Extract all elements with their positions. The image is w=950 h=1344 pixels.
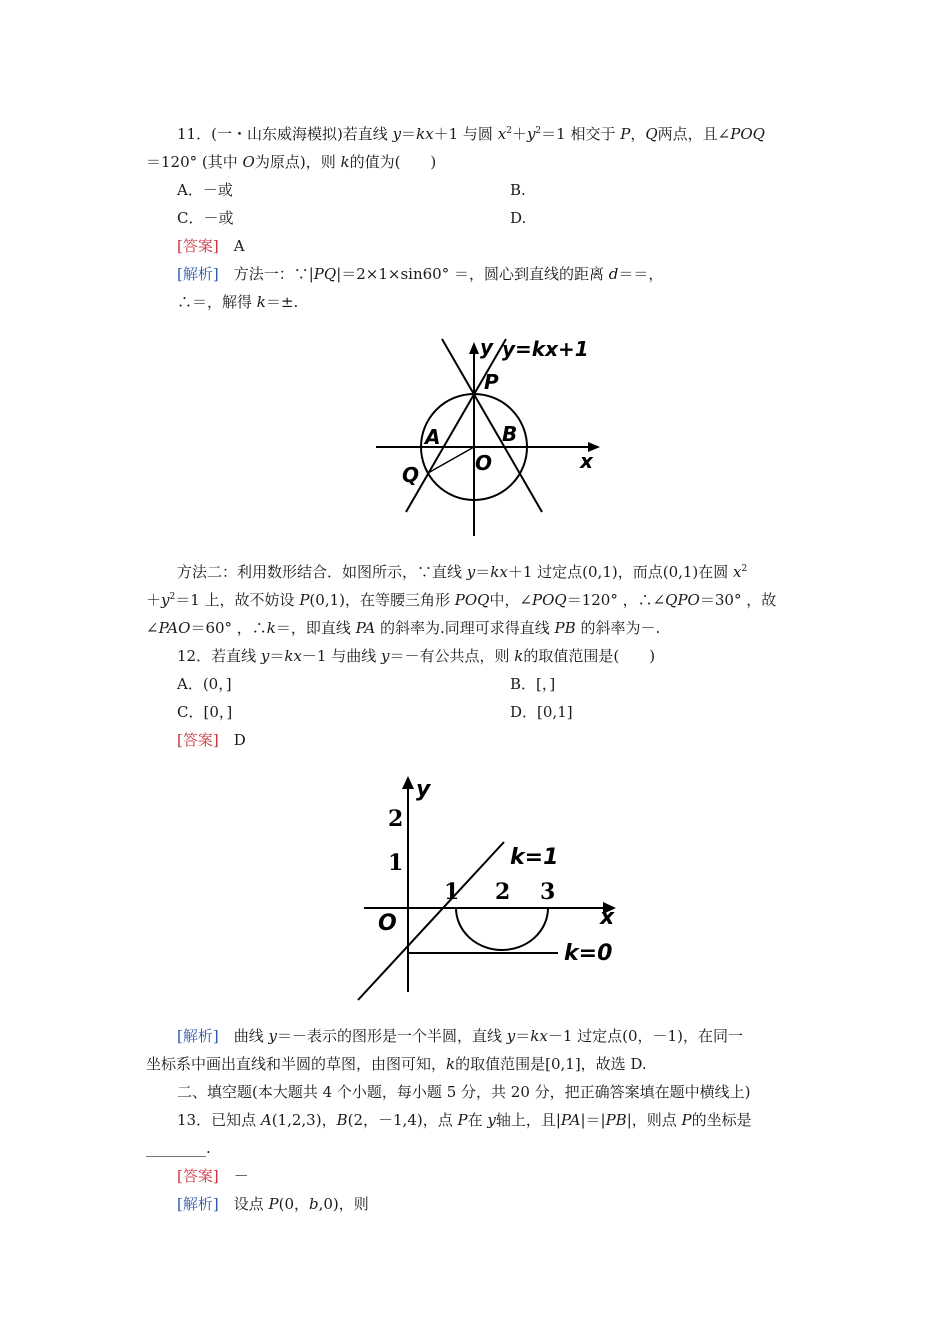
method2-line-2: $+y^2=1$ 上，故不妨设 P(0,1)，在等腰三角形 POQ中，∠POQ＝120° ，∴∠QPO＝30° ，故: [146, 591, 777, 609]
figure-circle-line: [370, 336, 610, 541]
fig2-xtick-2: 2: [495, 879, 511, 905]
q11-option-b: B.: [510, 181, 526, 199]
method2-line-1: 方法二：利用数形结合．如图所示，∵直线 y＝kx＋1 过定点(0,1)，而点(0,1)在圆 $x^2$: [177, 563, 748, 581]
fig1-x-label: x: [580, 449, 593, 473]
q13-answer: [答案] －: [177, 1167, 249, 1185]
answer-tag: [答案]: [177, 731, 219, 749]
q11-line-1: 11．(一・山东威海模拟)若直线 y＝kx＋1 与圆 $x^2+y^2=1$ 相交于 P，Q两点，且∠POQ: [177, 125, 765, 143]
q13-blank: ________.: [146, 1139, 211, 1157]
segment-oq: [428, 447, 474, 473]
figure-semicircle: [350, 770, 630, 1005]
answer-tag: [答案]: [177, 1167, 219, 1185]
fig1-label-p: P: [484, 370, 499, 394]
fig2-tick-2: 2: [388, 806, 404, 832]
fig2-x-label: x: [600, 905, 615, 930]
q12-option-a: A．(0，]: [177, 675, 232, 693]
y-axis-arrow: [402, 776, 414, 789]
q11-answer: [答案] A: [177, 237, 245, 255]
q11-option-d: D.: [510, 209, 527, 227]
solution-tag: [解析]: [177, 265, 219, 283]
q12-option-b: B．[，]: [510, 675, 556, 693]
solution-tag: [解析]: [177, 1027, 219, 1045]
q12-option-d: D．[0,1]: [510, 703, 573, 721]
y-axis-arrow: [469, 342, 479, 354]
q11-solution-2: ∴＝，解得 k＝±.: [177, 293, 299, 311]
q11-line-2: ＝120° (其中 O为原点)，则 k的值为( ): [146, 153, 437, 171]
q12-option-c: C．[0，]: [177, 703, 233, 721]
fig2-label-k0: k=0: [564, 941, 613, 966]
q13-line-1: 13．已知点 A(1,2,3)，B(2，－1,4)，点 P在 y轴上，且|PA|＝|PB|，则点 P的坐标是: [177, 1111, 752, 1129]
fig1-label-q: Q: [402, 463, 420, 487]
q11-option-a: A．－或: [177, 181, 233, 199]
q12-solution-1: [解析] 曲线 y＝－表示的图形是一个半圆，直线 y＝kx－1 过定点(0，－1)，在同一: [177, 1027, 743, 1045]
answer-tag: [答案]: [177, 237, 219, 255]
fig1-y-label: y: [480, 336, 494, 359]
fig1-label-a: A: [425, 425, 441, 449]
q13-solution: [解析] 设点 P(0，b,0)，则: [177, 1195, 369, 1213]
fig1-label-b: B: [502, 422, 518, 446]
method2-line-3: ∠PAO＝60° ，∴k＝，即直线 PA 的斜率为.同理可求得直线 PB 的斜率为－.: [146, 619, 661, 637]
fig2-label-o: O: [378, 911, 397, 936]
fig2-xtick-3: 3: [540, 879, 556, 905]
q11-solution-1: [解析] 方法一：∵|PQ|＝2×1×sin60° ＝，圆心到直线的距离 d＝＝，: [177, 265, 664, 283]
fig2-label-k1: k=1: [510, 845, 559, 870]
q12-answer: [答案] D: [177, 731, 246, 749]
fig1-line-label: y=kx+1: [502, 337, 589, 361]
fig1-label-o: O: [475, 451, 493, 475]
fig2-tick-1: 1: [388, 850, 404, 876]
fig2-y-label: y: [416, 777, 431, 802]
semicircle: [456, 908, 548, 950]
q12-solution-2: 坐标系中画出直线和半圆的草图，由图可知，k的取值范围是[0,1]，故选 D.: [146, 1055, 647, 1073]
fig2-xtick-1: 1: [444, 879, 460, 905]
q12-line-1: 12．若直线 y＝kx－1 与曲线 y＝－有公共点，则 k的取值范围是( ): [177, 647, 656, 665]
solution-tag: [解析]: [177, 1195, 219, 1213]
q11-option-c: C．－或: [177, 209, 234, 227]
section-2-heading: 二、填空题(本大题共 4 个小题，每小题 5 分，共 20 分，把正确答案填在题中横线上): [177, 1083, 751, 1101]
